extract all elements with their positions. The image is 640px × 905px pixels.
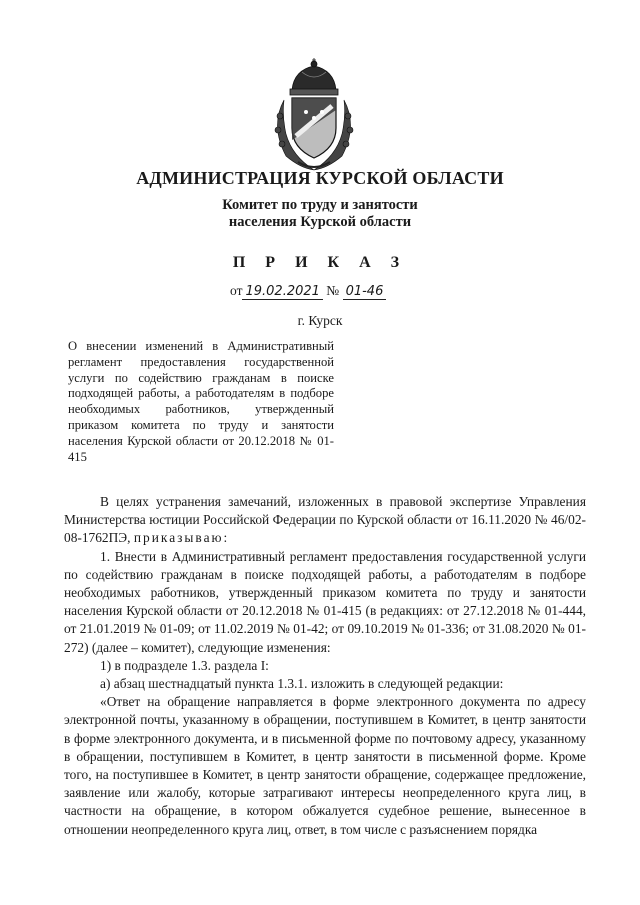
organization-title: АДМИНИСТРАЦИЯ КУРСКОЙ ОБЛАСТИ — [136, 168, 504, 188]
paragraph-preamble — [64, 493, 586, 548]
coat-of-arms-emblem — [262, 56, 366, 174]
number-sign: № — [326, 283, 340, 298]
handwritten-date: 19.02.2021 — [242, 284, 322, 300]
prikazyvayu-word: приказываю: — [133, 530, 230, 546]
committee-name-line1: Комитет по труду и занятости — [222, 197, 418, 213]
paragraph-subitem-1: 1) в подразделе 1.3. раздела I: — [100, 657, 269, 673]
date-prefix: от — [230, 283, 243, 298]
paragraph-item-1: 1. Внести в Административный регламент предоставления государственной услуги по содействию гражданам в поиске подходящей работы, а работодателям в подборе необходимых работников, утвержденный приказом комитета по труду и занятости населения Курской области от 20.12.2018 № 01-415 (в редакциях: от 27.12.2018 № 01-444, от 21.01.2019 № 01-09; от 11.02.2019 № 01-42; от 09.10.2019 № 01-336; от 31.08.2020 № 01-272) (далее – комитет), следующие изменения: — [64, 548, 586, 655]
shield-icon — [292, 98, 336, 158]
paragraph-quote: «Ответ на обращение направляется в форме электронного документа по адресу электронной почты, указанному в обращении, поступившем в Комитет, в центр занятости в форме электронного документа, и в письменной форме по почтовому адресу, указанному в обращении, поступившем в Комитет, в центр занятости в письменной форме. Кроме того, на поступившее в Комитет, в центр занятости обращение, содержащее предложение, заявление или жалобу, которые затрагивают интересы неопределенного круга лиц, в частности на обращение, в котором обжалуется судебное решение, вынесенное в отношении неопределенного круга лиц, ответ, в том числе с разъяснением порядка — [64, 694, 586, 837]
order-date-line — [230, 283, 386, 300]
preamble-text: В целях устранения замечаний, изложенных в правовой экспертизе Управления Министерства юстиции Российской Федерации по Курской области от 16.11.2020 № 46/02-08-1762ПЭ, — [64, 494, 586, 546]
order-subject: О внесении изменений в Административный регламент предоставления государственной услуги по содействию гражданам в поиске подходящей работы, а работодателям в подборе необходимых работников, утвержденный приказом комитета по труду и занятости населения Курской области от 20.12.2018 № 01-415 — [68, 339, 334, 464]
order-city: г. Курск — [297, 313, 343, 328]
order-title: П Р И К А З — [232, 254, 408, 271]
order-body — [64, 493, 586, 839]
handwritten-number: 01-46 — [343, 284, 387, 300]
crown-icon — [290, 58, 338, 95]
paragraph-subitem-a: а) абзац шестнадцатый пункта 1.3.1. изложить в следующей редакции: — [100, 676, 504, 692]
committee-name-line2: населения Курской области — [228, 214, 412, 230]
